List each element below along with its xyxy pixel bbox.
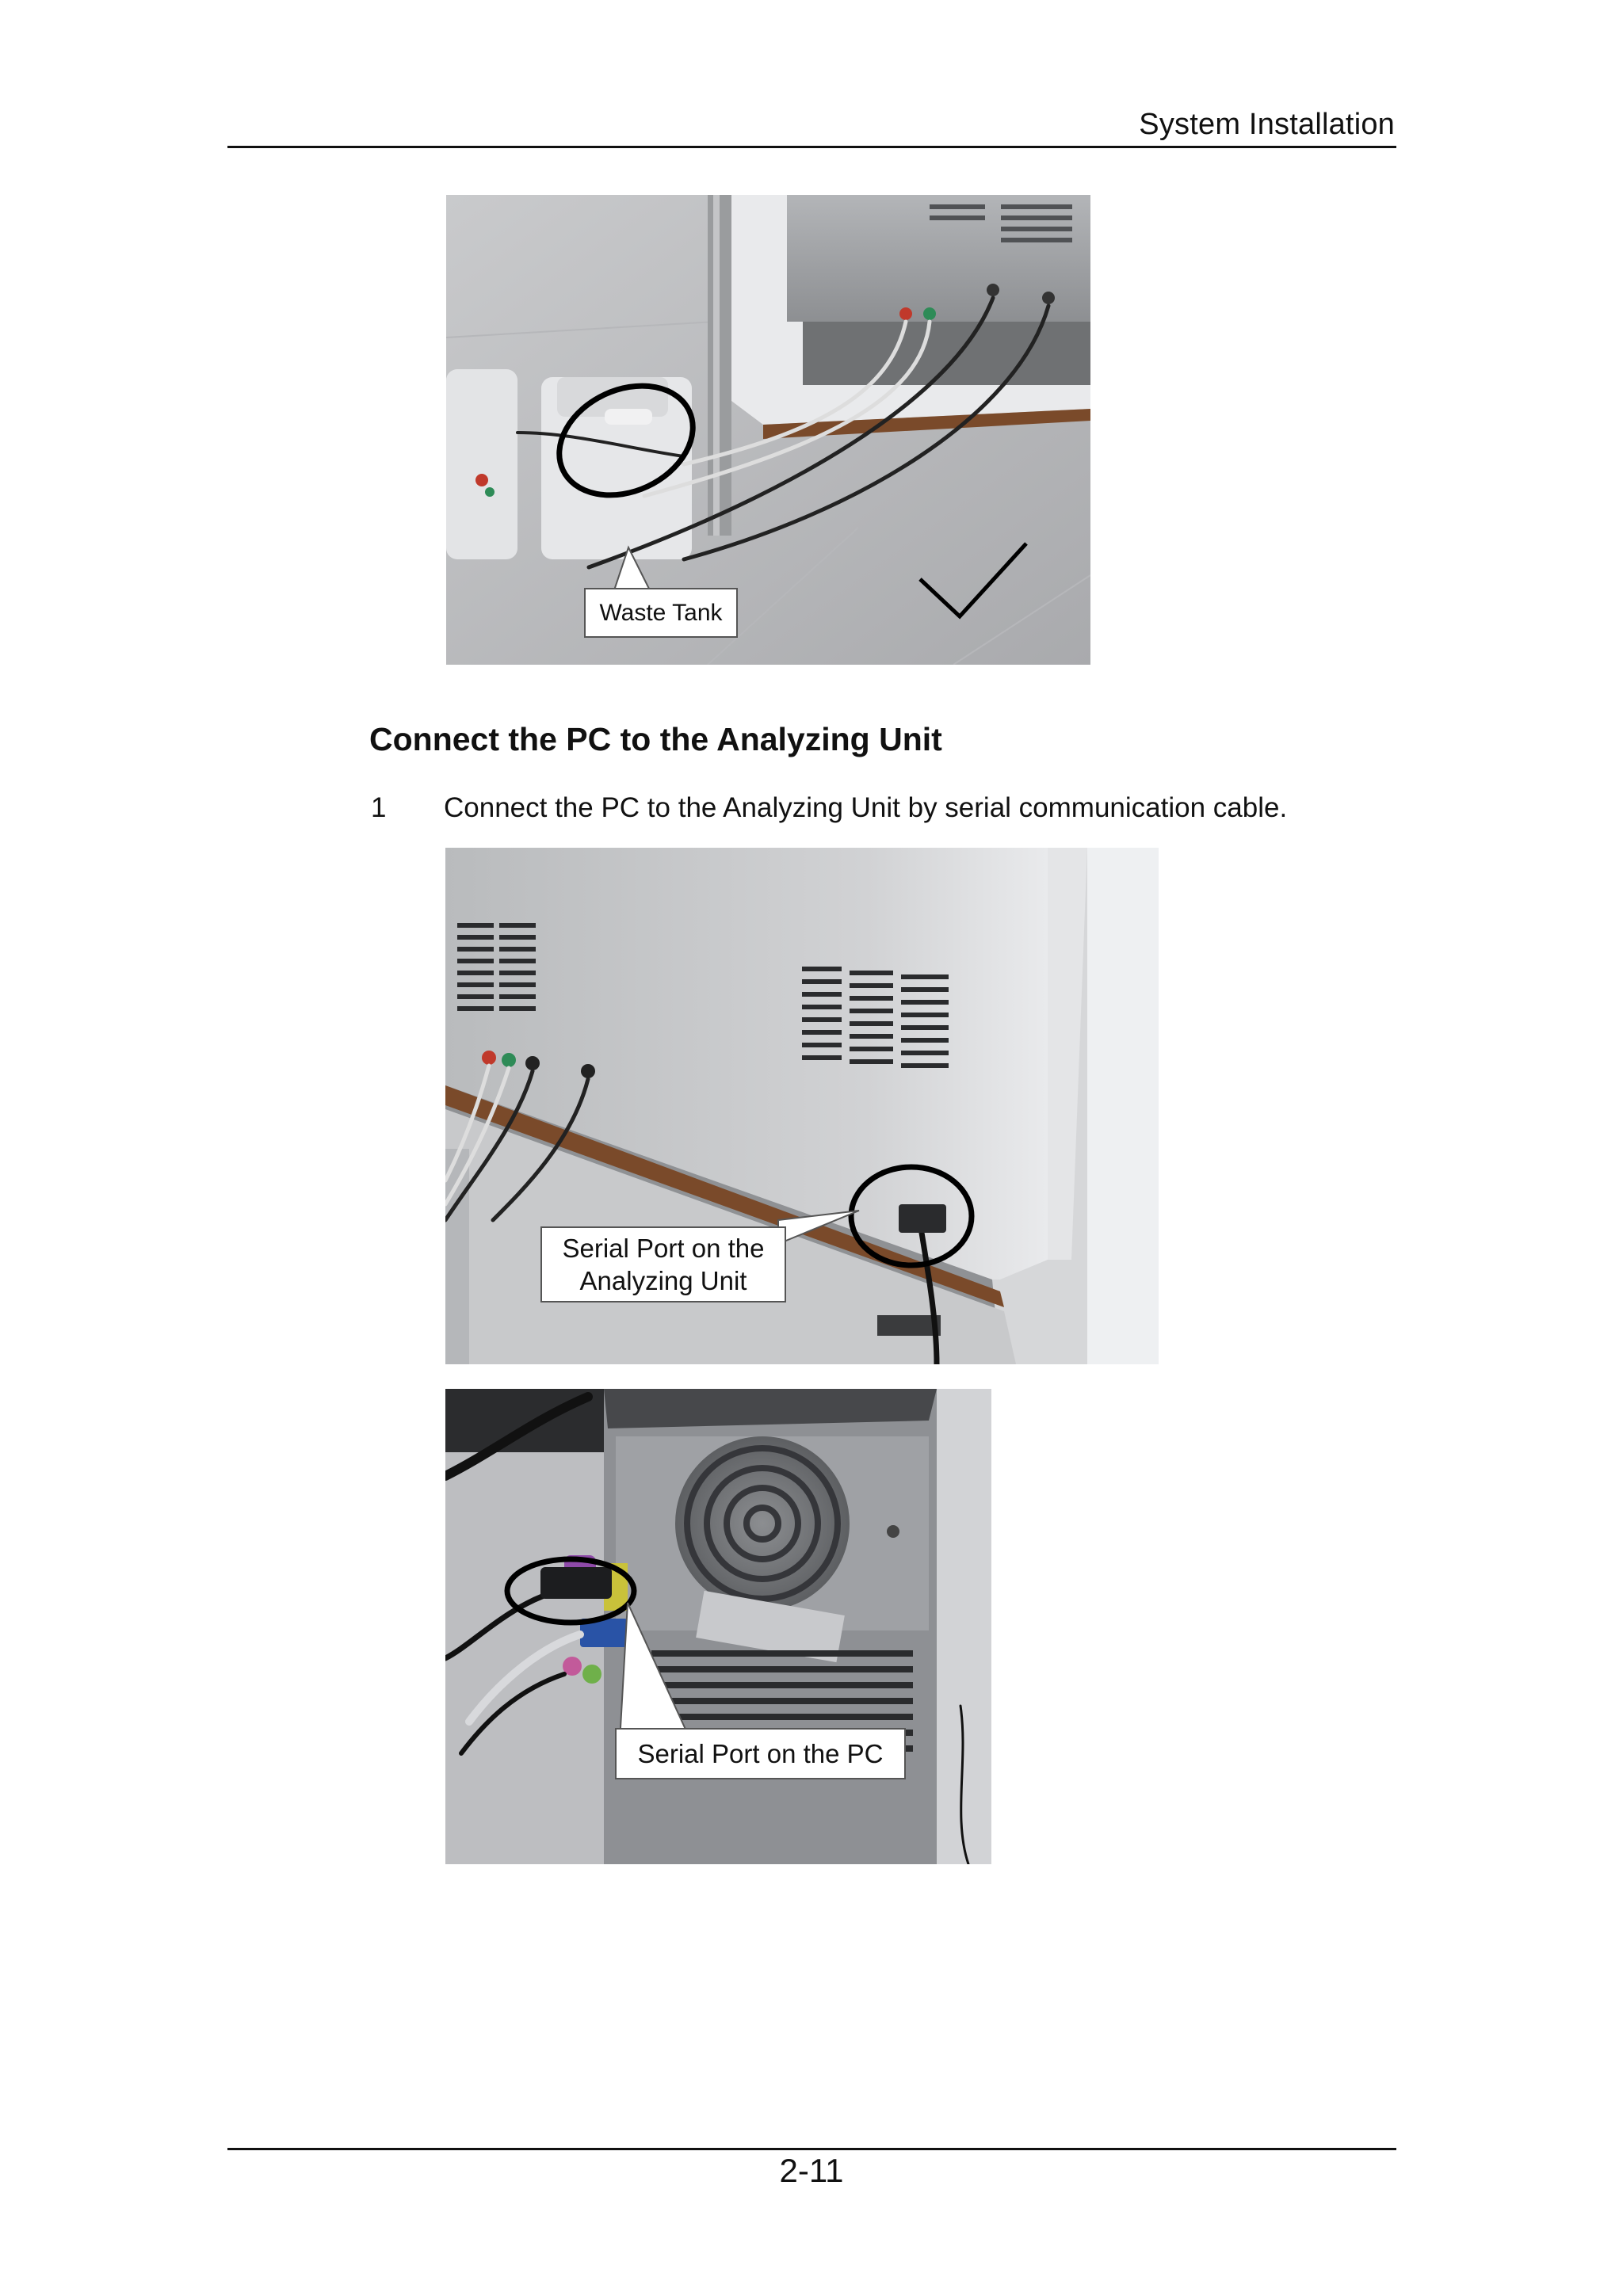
step-text: Connect the PC to the Analyzing Unit by serial communication cable. bbox=[444, 792, 1288, 823]
running-header: System Installation bbox=[1139, 108, 1395, 141]
header-divider bbox=[227, 146, 1396, 148]
section-heading: Connect the PC to the Analyzing Unit bbox=[369, 721, 942, 757]
callout-line-2: Analyzing Unit bbox=[579, 1266, 747, 1295]
pc-serial-port-callout: Serial Port on the PC bbox=[615, 1728, 906, 1779]
page-number: 2-11 bbox=[779, 2152, 844, 2189]
pc-serial-port-photo bbox=[445, 1389, 991, 1864]
analyzer-serial-port-callout bbox=[540, 1226, 786, 1302]
step-number: 1 bbox=[371, 792, 387, 823]
footer-divider bbox=[227, 2148, 1396, 2150]
callout-line-1: Serial Port on the bbox=[562, 1234, 765, 1263]
waste-tank-photo bbox=[446, 195, 1090, 665]
waste-tank-callout: Waste Tank bbox=[584, 588, 738, 638]
